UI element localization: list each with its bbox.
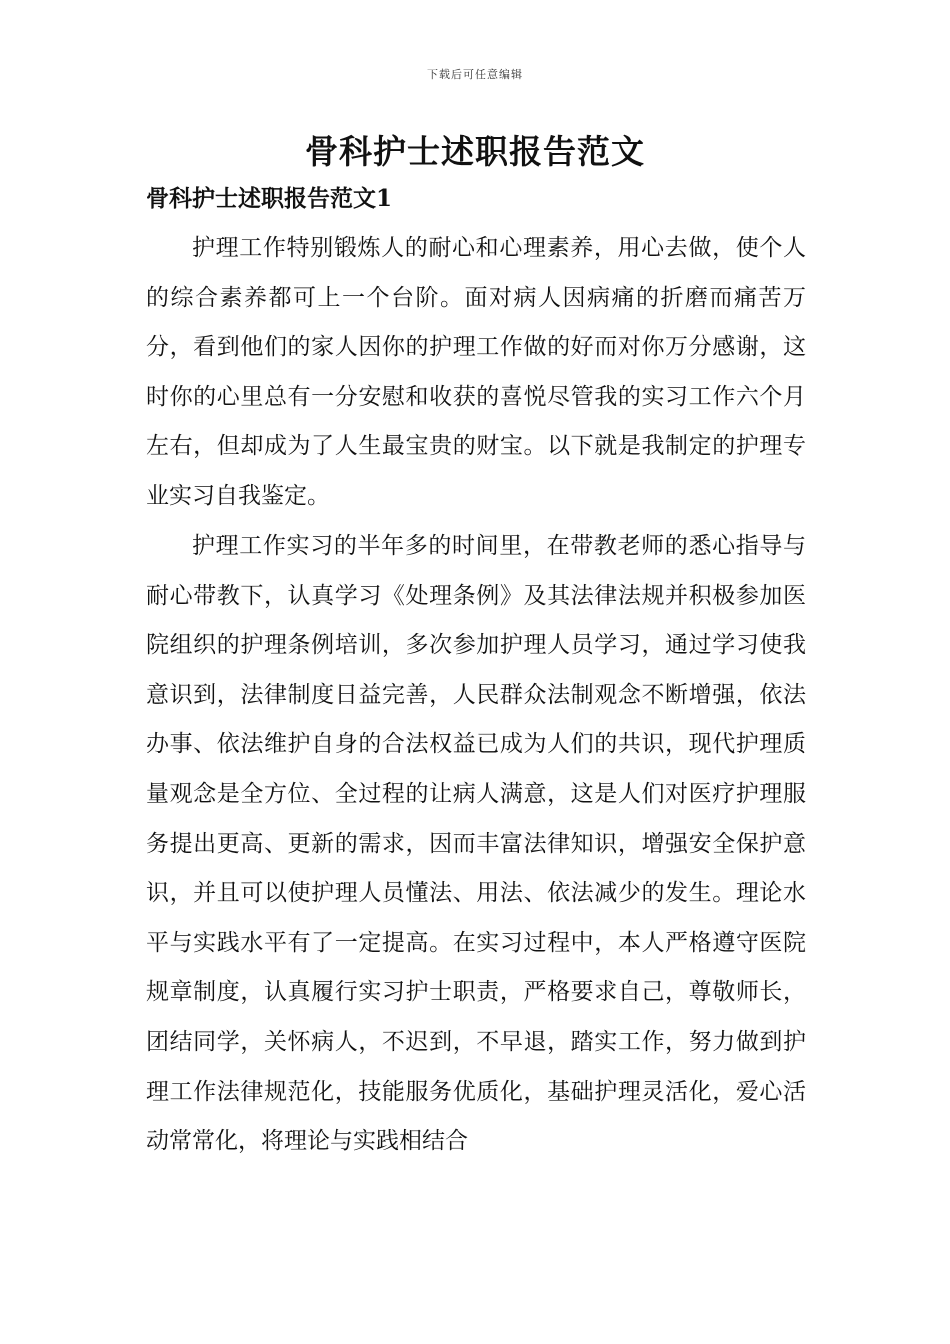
document-title: 骨科护士述职报告范文	[305, 132, 645, 171]
page-header-note: 下载后可任意编辑	[427, 68, 523, 81]
section-heading: 骨科护士述职报告范文1	[146, 185, 393, 212]
body-paragraph-1: 护理工作特别锻炼人的耐心和心理素养，用心去做，使个人的综合素养都可上一个台阶。面对病人因病痛的折磨而痛苦万分，看到他们的家人因你的护理工作做的好而对你万分感谢，这时你的心里总有一分安慰和收获的喜悦尽管我的实习工作六个月左右，但却成为了人生最宝贵的财宝。以下就是我制定的护理专业实习自我鉴定。	[146, 235, 806, 509]
body-paragraph-2: 护理工作实习的半年多的时间里，在带教老师的悉心指导与耐心带教下，认真学习《处理条例》及其法律法规并积极参加医院组织的护理条例培训，多次参加护理人员学习，通过学习使我意识到，法律制度日益完善，人民群众法制观念不断增强，依法办事、依法维护自身的合法权益已成为人们的共识，现代护理质量观念是全方位、全过程的让病人满意，这是人们对医疗护理服务提出更高、更新的需求，因而丰富法律知识，增强安全保护意识，并且可以使护理人员懂法、用法、依法减少的发生。理论水平与实践水平有了一定提高。在实习过程中，本人严格遵守医院规章制度，认真履行实习护士职责，严格要求自己，尊敬师长，团结同学，关怀病人，不迟到，不早退，踏实工作，努力做到护理工作法律规范化，技能服务优质化，基础护理灵活化，爱心活动常常化，将理论与实践相结合	[146, 533, 806, 1155]
